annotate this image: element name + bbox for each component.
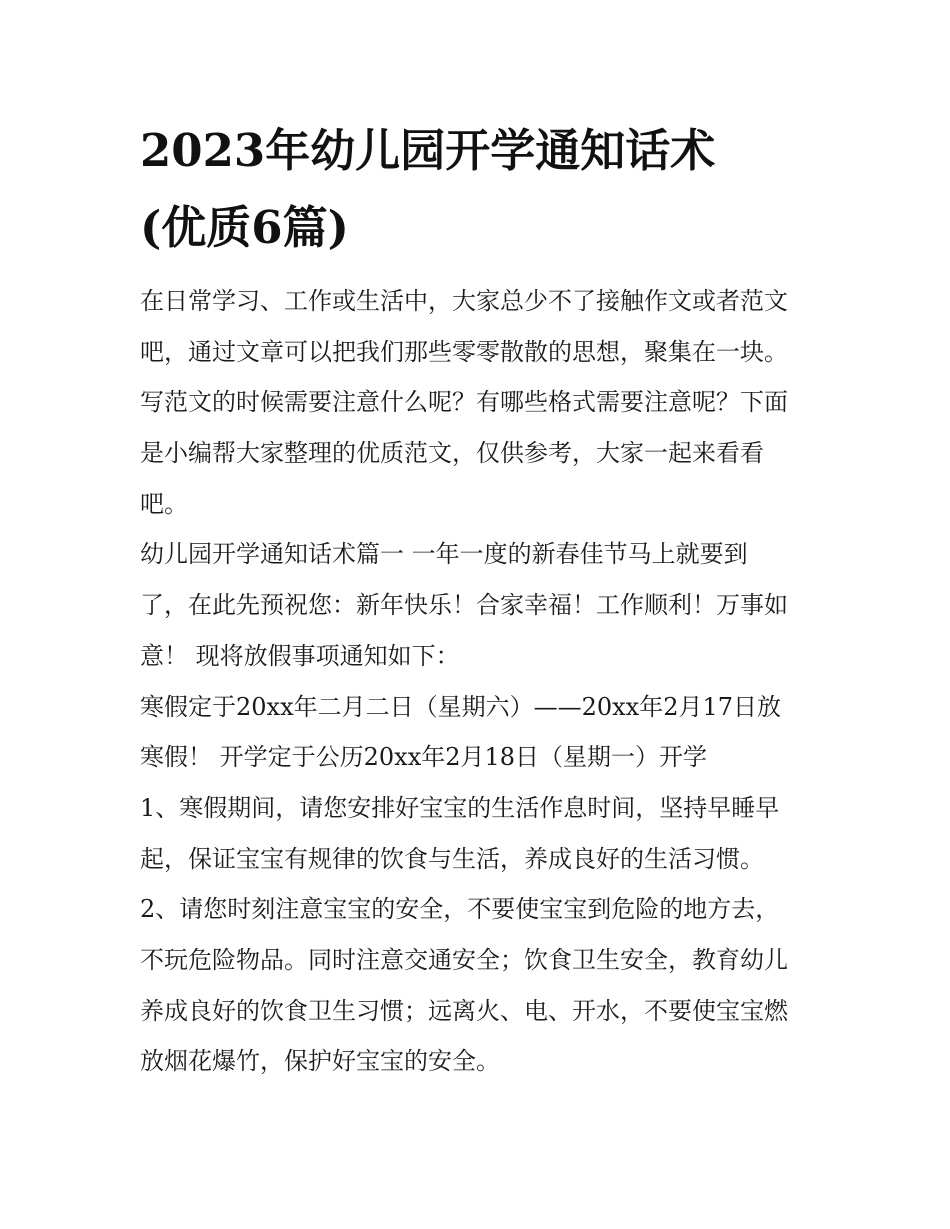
document-body [140,276,840,1087]
title-line: (优质6篇) [140,201,349,254]
text-line: 了，在此先预祝您：新年快乐！合家幸福！工作顺利！万事如 [140,591,788,620]
text-line: 是小编帮大家整理的优质范文，仅供参考，大家一起来看看 [140,439,764,468]
text-line: 意！ 现将放假事项通知如下： [140,641,460,670]
text-line: 2、请您时刻注意宝宝的安全，不要使宝宝到危险的地方去， [140,895,780,924]
text-line: 放烟花爆竹，保护好宝宝的安全。 [140,1047,500,1076]
text-line: 不玩危险物品。同时注意交通安全；饮食卫生安全，教育幼儿 [140,945,788,974]
text-line: 养成良好的饮食卫生习惯；远离火、电、开水，不要使宝宝燃 [140,996,788,1025]
text-line: 写范文的时候需要注意什么呢？有哪些格式需要注意呢？下面 [140,388,788,417]
text-line: 起，保证宝宝有规律的饮食与生活，养成良好的生活习惯。 [140,844,764,873]
text-line: 寒假！ 开学定于公历20xx年2月18日（星期一）开学 [140,743,708,772]
text-line: 1、寒假期间，请您安排好宝宝的生活作息时间，坚持早睡早 [140,793,780,822]
text-line: 在日常学习、工作或生活中，大家总少不了接触作文或者范文 [140,287,788,315]
text-line: 寒假定于20xx年二月二日（星期六）——20xx年2月17日放 [140,692,782,721]
text-line: 吧，通过文章可以把我们那些零零散散的思想，聚集在一块。 [140,337,788,366]
document-title [140,112,840,266]
title-line: 2023年幼儿园开学通知话术 [140,124,716,177]
text-line: 幼儿园开学通知话术篇一 一年一度的新春佳节马上就要到 [140,540,748,569]
text-line: 吧。 [140,489,188,518]
